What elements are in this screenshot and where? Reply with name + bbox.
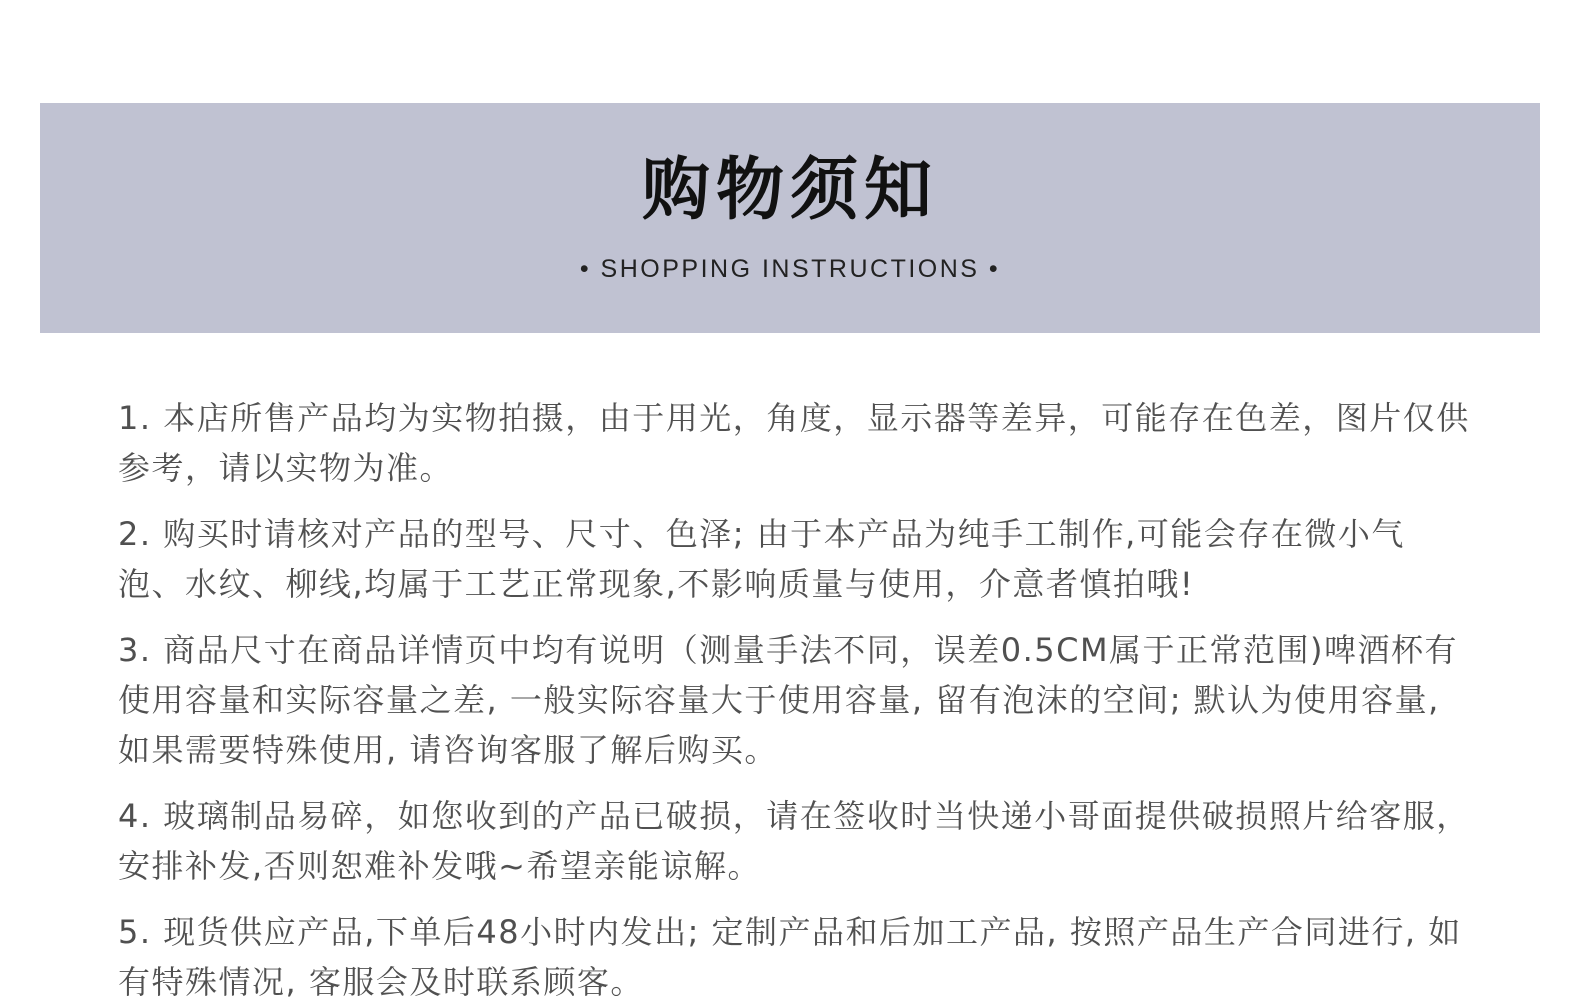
instruction-item-5: 5. 现货供应产品,下单后48小时内发出; 定制产品和后加工产品, 按照产品生产合同进行, 如有特殊情况, 客服会及时联系顾客。 bbox=[118, 913, 1462, 1000]
page-title: 购物须知 bbox=[641, 151, 938, 230]
instructions-list bbox=[118, 393, 1470, 1000]
instruction-item-4: 4. 玻璃制品易碎，如您收到的产品已破损，请在签收时当快递小哥面提供破损照片给客服，安排补发,否则恕难补发哦~希望亲能谅解。 bbox=[118, 797, 1470, 885]
header-banner bbox=[40, 103, 1540, 333]
instruction-item-3: 3. 商品尺寸在商品详情页中均有说明（测量手法不同，误差0.5CM属于正常范围)啤酒杯有使用容量和实际容量之差, 一般实际容量大于使用容量, 留有泡沫的空间; 默认为使用容量, 如果需要特殊使用, 请咨询客服了解后购买。 bbox=[118, 631, 1459, 769]
instruction-item-1: 1. 本店所售产品均为实物拍摄，由于用光，角度，显示器等差异，可能存在色差，图片仅供参考，请以实物为准。 bbox=[118, 399, 1470, 487]
page-subtitle: • SHOPPING INSTRUCTIONS • bbox=[579, 255, 1001, 283]
instruction-item-2: 2. 购买时请核对产品的型号、尺寸、色泽; 由于本产品为纯手工制作,可能会存在微小气泡、水纹、柳线,均属于工艺正常现象,不影响质量与使用，介意者慎拍哦! bbox=[118, 515, 1405, 603]
